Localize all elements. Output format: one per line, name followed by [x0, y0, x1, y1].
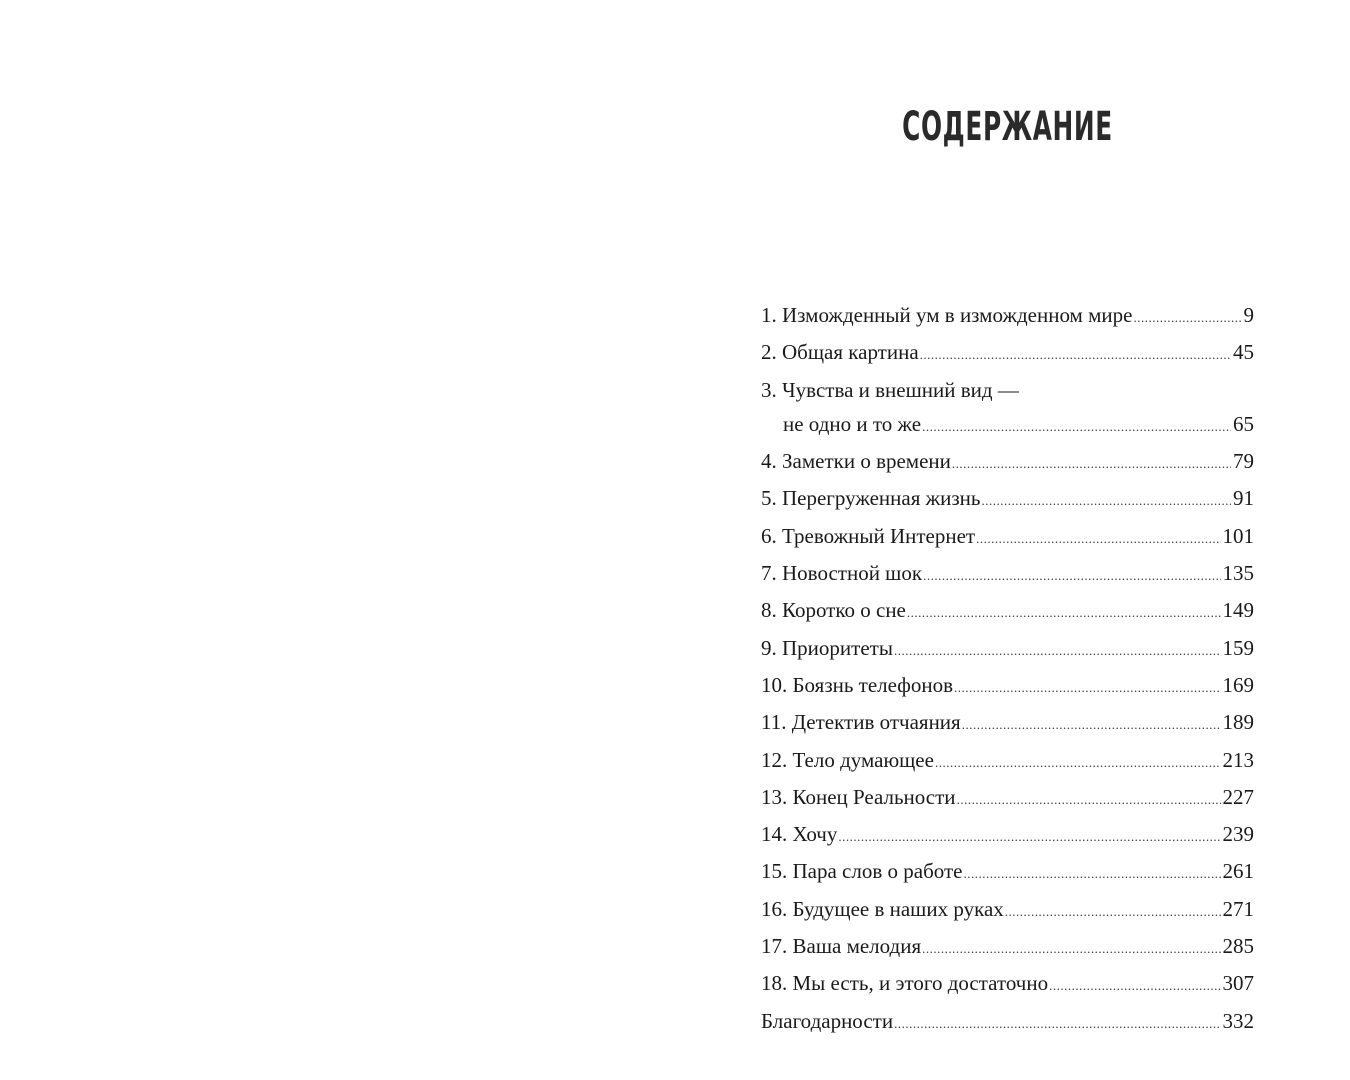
toc-entry — [761, 929, 1254, 966]
toc-entry — [761, 780, 1254, 817]
toc-entry-page: 91 — [1233, 486, 1254, 511]
toc-entry-title: 16. Будущее в наших руках — [761, 896, 1004, 921]
toc-entry-title: 6. Тревожный Интернет — [761, 523, 976, 548]
toc-entry-page: 227 — [1222, 784, 1254, 809]
toc-entry-title: 17. Ваша мелодия — [761, 934, 922, 959]
toc-entry-page: 65 — [1233, 411, 1254, 436]
toc-dot-leader — [1005, 895, 1221, 929]
toc-dot-leader — [962, 708, 1221, 742]
toc-dot-leader — [954, 671, 1221, 705]
toc-dot-leader — [1133, 301, 1241, 335]
toc-entry-title: 11. Детектив отчаяния — [761, 710, 961, 735]
toc-entry-title: 7. Новостной шок — [761, 561, 923, 586]
toc-entry — [761, 705, 1254, 742]
toc-entry — [761, 966, 1254, 1003]
toc-dot-leader — [952, 447, 1231, 481]
toc-dot-leader — [976, 522, 1220, 556]
toc-entry-page: 307 — [1222, 971, 1254, 996]
toc-entry-page: 159 — [1222, 635, 1254, 660]
toc-entry-page: 261 — [1222, 859, 1254, 884]
table-of-contents — [761, 298, 1254, 1041]
toc-dot-leader — [894, 1007, 1220, 1041]
toc-entry — [761, 817, 1254, 854]
toc-entry-title: 14. Хочу — [761, 822, 838, 847]
toc-entry-page: 271 — [1222, 896, 1254, 921]
toc-entry — [761, 631, 1254, 668]
toc-dot-leader — [907, 596, 1221, 630]
toc-entry — [761, 593, 1254, 630]
toc-dot-leader — [920, 338, 1231, 372]
toc-entry — [761, 481, 1254, 518]
toc-entry — [761, 854, 1254, 891]
toc-entry — [761, 407, 1254, 444]
toc-entry — [761, 298, 1254, 335]
toc-dot-leader — [923, 559, 1220, 593]
toc-entry-page: 189 — [1222, 710, 1254, 735]
toc-entry-title: 2. Общая картина — [761, 340, 919, 365]
toc-entry-page: 213 — [1222, 747, 1254, 772]
toc-entry-page: 9 — [1243, 303, 1254, 327]
toc-entry-title: 5. Перегруженная жизнь — [761, 486, 981, 511]
right-page — [675, 0, 1350, 1080]
toc-entry-page: 149 — [1222, 598, 1254, 623]
toc-entry — [761, 556, 1254, 593]
toc-entry-title: 15. Пара слов о работе — [761, 859, 963, 884]
toc-entry — [761, 892, 1254, 929]
toc-entry — [761, 1004, 1254, 1041]
toc-entry-title: не одно и то же — [783, 411, 922, 436]
toc-entry — [761, 519, 1254, 556]
toc-entry-title: 12. Тело думающее — [761, 747, 934, 772]
toc-entry — [761, 335, 1254, 372]
toc-entry — [761, 444, 1254, 481]
toc-heading: СОДЕРЖАНИЕ — [902, 104, 1113, 150]
toc-entry-title: 8. Коротко о сне — [761, 598, 906, 623]
toc-dot-leader — [922, 410, 1231, 444]
toc-entry-title: 10. Боязнь телефонов — [761, 672, 953, 697]
toc-entry-title: 4. Заметки о времени — [761, 449, 951, 474]
toc-dot-leader — [957, 783, 1221, 817]
toc-entry-page: 101 — [1222, 523, 1254, 548]
toc-entry-title: Благодарности — [761, 1008, 894, 1033]
toc-dot-leader — [935, 746, 1221, 780]
toc-entry-page: 79 — [1233, 449, 1254, 474]
toc-entry-page: 285 — [1222, 934, 1254, 959]
toc-entry-page: 45 — [1233, 340, 1254, 365]
toc-entry-page: 239 — [1222, 822, 1254, 847]
toc-dot-leader — [838, 820, 1220, 854]
toc-entry-page: 169 — [1222, 672, 1254, 697]
toc-entry — [761, 373, 1254, 407]
toc-dot-leader — [1049, 969, 1220, 1003]
toc-entry-title: 1. Изможденный ум в изможденном мире — [761, 303, 1133, 327]
toc-entry-page: 332 — [1222, 1008, 1254, 1033]
toc-entry — [761, 743, 1254, 780]
toc-entry-title: 13. Конец Реальности — [761, 784, 956, 809]
toc-dot-leader — [982, 484, 1232, 518]
toc-entry-title: 18. Мы есть, и этого достаточно — [761, 971, 1049, 996]
toc-entry-title: 3. Чувства и внешний вид — — [761, 377, 1019, 402]
toc-dot-leader — [894, 634, 1221, 668]
toc-dot-leader — [922, 932, 1220, 966]
toc-dot-leader — [964, 857, 1221, 891]
toc-entry-page: 135 — [1222, 561, 1254, 586]
toc-entry — [761, 668, 1254, 705]
toc-entry-title: 9. Приоритеты — [761, 635, 893, 660]
